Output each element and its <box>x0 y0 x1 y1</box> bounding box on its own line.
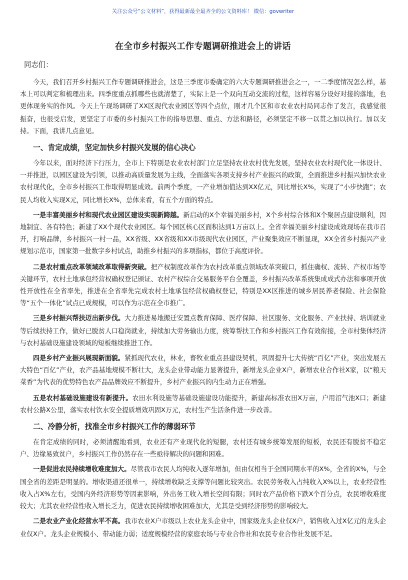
paragraph-lead: 二是农村重点改革领域改革取得新突破。 <box>33 262 151 271</box>
paragraph-lead: 三是乡村振兴帮扶迈出新步伐。 <box>33 314 125 323</box>
section-heading: 二、冷静分析，找准全市乡村振兴工作的薄弱环节 <box>33 422 196 432</box>
paragraph <box>20 436 386 460</box>
paragraph <box>20 76 386 137</box>
paragraph <box>20 352 386 389</box>
paragraph-body: 今天，我们召开乡村振兴工作专题调研推进会，这是三季度市委确定的六大专题调研推进会之一，一二季度情况怎么样，基本上可以判定和梳理出来。四季度重点抓哪些也就清楚了，实际上是一个双向互动交流的过程，这样容易分设好对接的落地，也更体现务实的作风。今天上午现场调研了XX区现代农业园区等四个点位，刚才几个区和市农业农村局同志作了发言，我感觉很振奋，也很受启发，更坚定了市委的乡村振兴工作的指导思想、重点、方法和路径，必须坚定不移一以贯之加以执行。加以支持。下面，我讲几点意见。 <box>20 78 386 135</box>
document-title: 在全市乡村振兴工作专题调研推进会上的讲话 <box>115 42 291 52</box>
paragraph <box>20 157 386 206</box>
paragraph-body: 农田水利设施等基础设施建设功能提升，新建高标准农田X万亩，户用沼气池X口；新建农村公路X公里，落实农村饮水安全提质增效巩固X万元，农村生产生活条件进一步改善。 <box>20 393 387 414</box>
paragraph <box>20 463 386 512</box>
paragraph-lead: 二是农业产业化经营水平不高。 <box>33 517 125 526</box>
paragraph-lead: 一是促进农民持续增收难度加大。 <box>33 465 131 474</box>
salutation: 同志们： <box>24 60 53 69</box>
paragraph-body: 新启动的X个幸福美丽乡村，X个乡村综合体和X个聚居点建设顺利，因地制宜、各有特色；新建了XX个现代农业园区。每个园区核心区面积达到1万亩以上。全省幸福美丽乡村建设成效现场在我市召开，打响品牌，乡村振兴一村一品，XX省级、XX省级和XX市级现代农业园区，产业聚集效应不断显现，XX全省乡村振兴产业规划示范市，国家第一批数字乡村试点，助推乡村振兴的多项指标，都位于高度评价。 <box>20 210 387 256</box>
paragraph-body: 大力推进易地搬迁安置点教育保障、医疗保障、社区服务、文化服务、产业扶持、培训就业等后续扶持工作，做好已脱贫人口稳岗就业，持续加大劳务输出力度，统筹帮扶工作和乡村振兴工作有效衔接，全市村集体经济与农村基础设施建设领域的短板继续推进工作。 <box>20 314 387 347</box>
paragraph <box>20 392 386 416</box>
paragraph-body: 把产权制度改革作为农村改革重点领域改革突破口，抓住确权、流转、产权市场等关键环节，农村土地承包经营权确权登记颁证、农村产权综合交易服务平台全覆盖，乡村振兴改革系统集成成式办法和事项开放性开放性在全省率先，推进在全省率先完成农村土地承包经营权确权登记，特别是XX区推进的城乡居民养老保险、社会保险等“五个一体化”试点已成规模，可以作为示范在全市推广。 <box>20 262 387 308</box>
paragraph-body: 紧抓现代农业，林业，畜牧业重点县建设契机，巩固提升七大传统“百亿”产业，突出发展五大特色“百亿”产业，农产品基地规模不断壮大，龙头企业带动能力显著提升，新增龙头企业X户，新增农业合作社X家，以“粮天菜香”为代表的优势特色农产品品牌效应不断提升，乡村产业振兴的内生动力正在增强。 <box>20 354 387 387</box>
paragraph-body: 在肯定成绩的同时，必须清醒地看到，农业还有产业现代化的短腿，农村还有城乡统筹发展的短板，农民还有脱贫不稳定户、边缘易致贫户，乡村振兴工作仍然存在一些亟待解决的问题和困难。 <box>20 438 386 459</box>
paragraph-lead: 五是农村基础设施建设有新提升。 <box>33 393 133 402</box>
paragraph-body: 尽管我市农民人均纯收入逐年增加，但由仅相当于全国同期水平的X%，全省的X%，与全国全省的差距是明显的。增收渠道还很单一，持续增收缺乏支撑等问题比较突出。农民劳务收入占纯收入X%以上，农业经营性收入占X%左右，受国内外经济形势等因素影响，外出务工收入增长空间有限；同时农产品价格下跌X个百分点，农民增收难度较大；尤其农业经营性收入增长乏力，促进农民持续增收困难加大，尤其是受到经济形势的影响较大。 <box>20 465 387 511</box>
paragraph <box>20 515 386 539</box>
header-banner: 关注公众号“公文材料”，获得最新最全最齐全的公文资料库！ 微信：govwriter <box>111 9 295 15</box>
paragraph <box>20 312 386 349</box>
paragraph-lead: 一是丰富美丽乡村和现代农业园区建设实现新跨越。 <box>33 210 184 219</box>
paragraph-lead: 四是乡村产业振兴展现新面貌。 <box>33 354 125 363</box>
paragraph-body: 今年以来，面对经济下行压力，全市上下特别是农业农村部门立足坚持农业农村优先发展，坚持农业农村现代化一体设计、一并推进，以园区建设为引领，以推动高质量发展为主线，全面落实各项支持乡村产业振兴的政策，全面推进乡村振兴加快农业农村现代化，全市乡村振兴工作取得明显成效。前两个季度，一产业增加值达到XX亿元，同比增长X%，实现了“小步快跑”；农民人均收入实现X元，同比增长X%，总体来看，有五个方面的特点。 <box>20 159 386 204</box>
paragraph-body: 我市农业X户市级以上农业龙头企业中，国家级龙头企业仅X户，销售收入过X亿元的龙头企业仅X户。龙头企业规模小、带动能力弱；适度规模经营的家庭农场与专业合作社和农民专业合作社发展不足。 <box>20 517 387 538</box>
section-heading: 一、肯定成绩，坚定加快乡村振兴发展的信心决心 <box>33 143 196 153</box>
paragraph <box>20 261 386 310</box>
paragraph <box>20 209 386 258</box>
